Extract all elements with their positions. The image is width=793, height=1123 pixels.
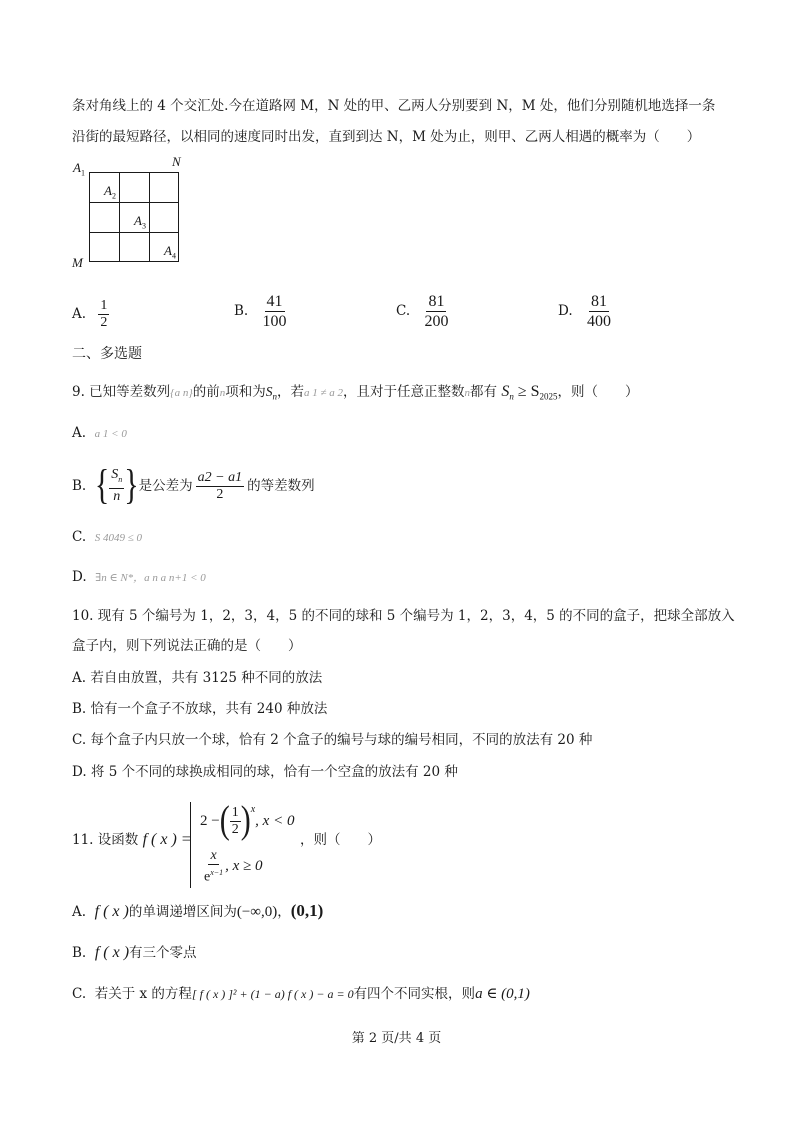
q11-stem-b: ，则（ ） xyxy=(300,832,381,848)
q10-line-2: 盒子内，则下列说法正确的是（ ） xyxy=(72,638,302,654)
q9-option-c[interactable]: C. S 4049 ≤ 0 xyxy=(72,529,143,545)
label-n: N xyxy=(172,154,181,169)
piecewise-function xyxy=(190,798,300,888)
q8-option-d[interactable]: D. $\frac{81}{400}$ xyxy=(558,293,611,330)
q8-line-2: 沿街的最短路径，以相同的速度同时出发，直到到达 N，M 处为止，则甲、乙两人相遇的概率为（ ） xyxy=(72,129,701,145)
label-a1: $A_1$ xyxy=(73,160,85,178)
q10-option-a[interactable]: A. 若自由放置，共有 3125 种不同的放法 xyxy=(72,670,323,686)
q8-option-b[interactable]: B. $\frac{41}{100}$ xyxy=(234,293,287,330)
label-a4: $A_4$ xyxy=(164,243,176,261)
page-footer: 第 2 页/共 4 页 xyxy=(351,1031,442,1046)
q11-stem-a: 11. 设函数 f ( x ) = xyxy=(72,831,192,848)
piece-2: $\frac{x}{e^{x-1}}$ , x ≥ 0 xyxy=(204,848,263,885)
label-a3: $A_3$ xyxy=(134,213,146,231)
q10-option-c[interactable]: C. 每个盒子内只放一个球，恰有 2 个盒子的编号与球的编号相同，不同的放法有 20 种 xyxy=(72,732,593,748)
q9-option-a[interactable]: A. a 1 < 0 xyxy=(72,425,127,441)
piece-1: 2 − ( $\frac{1}{2}$ ) $^x$ , x < 0 xyxy=(200,798,295,842)
q11-option-a[interactable]: A. f ( x )的单调递增区间为(−∞,0)，(0,1) xyxy=(72,901,324,920)
label-a2: $A_2$ xyxy=(104,183,116,201)
q10-line-1: 10. 现有 5 个编号为 1，2，3，4，5 的不同的球和 5 个编号为 1，2，3，4，5 的不同的盒子，把球全部放入 xyxy=(72,608,735,624)
section-title: 二、多选题 xyxy=(72,346,142,362)
q9-option-b[interactable]: B. { $\frac{S_n}{n}$ } 是公差为 $\frac{a2 - a1}{2}$ 的等差数列 xyxy=(72,462,315,509)
q11-option-c[interactable]: C. 若关于 x 的方程[ f ( x ) ]² + (1 − a) f ( x ) − a = 0有四个不同实根，则a ∈ (0,1) xyxy=(72,986,530,1002)
q8-option-a[interactable]: A. $\frac{1}{2}$ xyxy=(72,298,108,330)
q9-stem: 9. 已知等差数列{a n}的前n项和为$S_n$，若a 1 ≠ a 2，且对于任意正整数n都有 $S_n \ge S_{2025}$，则（ ） xyxy=(72,383,639,402)
q10-option-b[interactable]: B. 恰有一个盒子不放球，共有 240 种放法 xyxy=(72,701,328,717)
label-m: M xyxy=(72,255,83,270)
q9-option-d[interactable]: D. ∃n ∈ N*，a n a n+1 < 0 xyxy=(72,569,206,585)
q8-line-1: 条对角线上的 4 个交汇处.今在道路网 M，N 处的甲、乙两人分别要到 N，M 处，他们分别随机地选择一条 xyxy=(72,98,716,114)
q11-option-b[interactable]: B. f ( x )有三个零点 xyxy=(72,944,197,961)
q10-option-d[interactable]: D. 将 5 个不同的球换成相同的球，恰有一个空盒的放法有 20 种 xyxy=(72,764,458,780)
q8-option-c[interactable]: C. $\frac{81}{200}$ xyxy=(396,293,449,330)
